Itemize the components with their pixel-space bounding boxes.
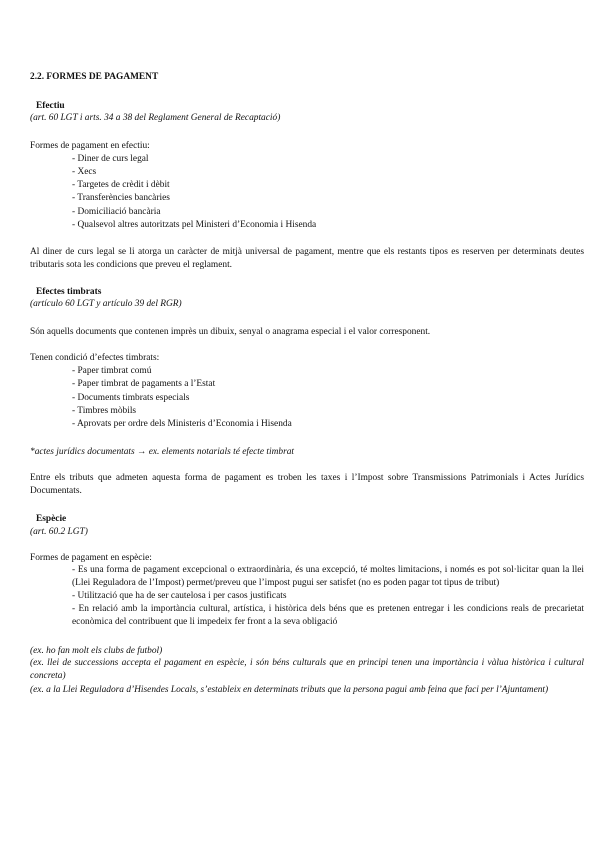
list-item: - En relació amb la importància cultural, artística, i històrica dels béns que es pretenen entregar i les condicions reals de precarietat econòmica del contribuent que li impedeix fer front a la seva obligació	[72, 604, 584, 627]
timbrats-intro: Tenen condició d’efectes timbrats:	[30, 353, 160, 363]
list-item: - Targetes de crèdit i dèbit	[72, 180, 170, 190]
especie-title: Espècie	[36, 514, 67, 524]
timbrats-note: *actes jurídics documentats → ex. elements notarials té efecte timbrat	[30, 447, 295, 457]
especie-intro: Formes de pagament en espècie:	[30, 553, 152, 563]
list-item: - Qualsevol altres autoritzats pel Ministeri d’Economia i Hisenda	[72, 220, 317, 230]
list-item: - Paper timbrat comú	[72, 366, 152, 376]
timbrats-title: Efectes timbrats	[36, 287, 102, 297]
section-heading: 2.2. FORMES DE PAGAMENT	[30, 72, 159, 82]
timbrats-reference: (artículo 60 LGT y artículo 39 del RGR)	[30, 299, 182, 309]
example-text: (ex. a la Llei Reguladora d’Hisendes Locals, s’estableix en determinats tributs que la persona pagui amb feina que faci per l’Ajuntament)	[30, 685, 549, 695]
efectiu-intro: Formes de pagament en efectiu:	[30, 141, 150, 151]
list-item: - Documents timbrats especials	[72, 393, 190, 403]
list-item: - Timbres mòbils	[72, 406, 137, 416]
especie-reference: (art. 60.2 LGT)	[30, 527, 88, 537]
list-item: - Aprovats per ordre dels Ministeris d’Economia i Hisenda	[72, 419, 292, 429]
list-item: - Transferències bancàries	[72, 193, 170, 203]
efectiu-reference: (art. 60 LGT i arts. 34 a 38 del Reglament General de Recaptació)	[30, 113, 281, 123]
list-item: - Es una forma de pagament excepcional o extraordinària, és una excepció, té moltes limitacions, i només es pot sol·licitar quan la llei (Llei Reguladora de l’Impost) permet/preveu que l’impost pugui ser satisfet (no es poden pagar tot tipus de tribut)	[72, 565, 584, 588]
timbrats-definition: Són aquells documents que contenen imprès un dibuix, senyal o anagrama especial i el valor corresponent.	[30, 327, 431, 337]
list-item: - Diner de curs legal	[72, 154, 149, 164]
example-text: (ex. ho fan molt els clubs de futbol)	[30, 646, 163, 656]
list-item: - Domiciliació bancària	[72, 207, 161, 217]
list-item: - Paper timbrat de pagaments a l’Estat	[72, 379, 216, 389]
efectiu-paragraph: Al diner de curs legal se li atorga un caràcter de mitjà universal de pagament, mentre que els restants tipos es reserven per determinats deutes tributaris sota les condicions que preveu el reglament.	[30, 247, 584, 270]
list-item: - Utilització que ha de ser cautelosa i per casos justificats	[72, 591, 287, 601]
list-item: - Xecs	[72, 167, 97, 177]
example-text: (ex. llei de successions accepta el pagament en espècie, i són béns culturals que en principi tenen una importància i vàlua històrica i cultural concreta)	[30, 658, 584, 681]
efectiu-title: Efectiu	[36, 101, 65, 111]
timbrats-paragraph: Entre els tributs que admeten aquesta forma de pagament es troben les taxes i l’Impost sobre Transmissions Patrimonials i Actes Jurídics Documentats.	[30, 473, 584, 496]
